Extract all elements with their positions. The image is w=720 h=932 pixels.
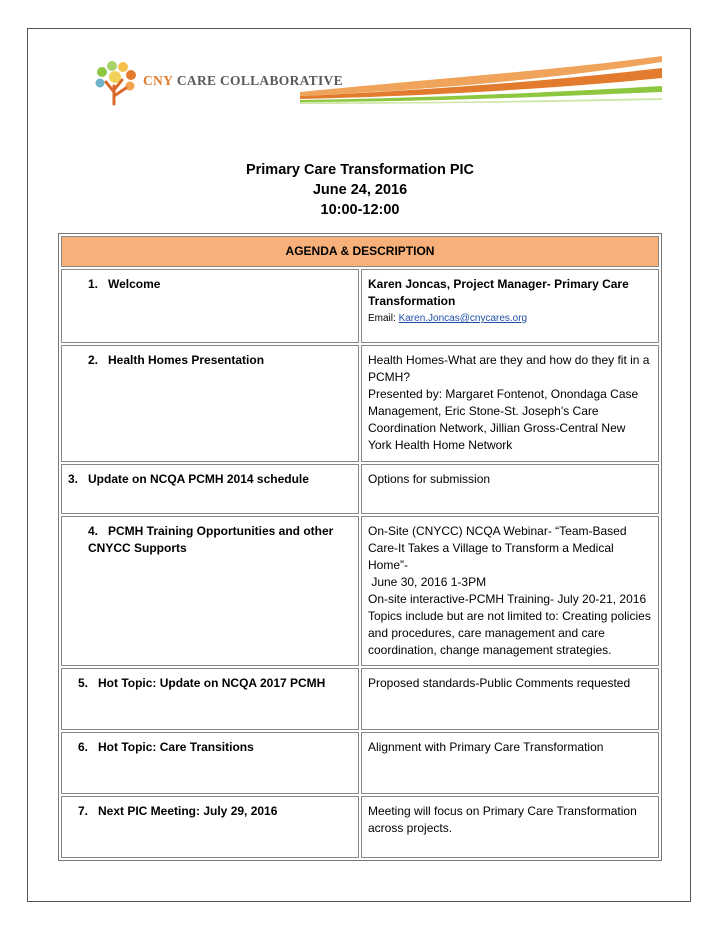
agenda-item xyxy=(61,732,359,794)
description-line: On-site interactive-PCMH Training- July 20-21, 2016 xyxy=(368,592,647,606)
table-row xyxy=(61,796,659,858)
table-row xyxy=(61,668,659,730)
description-line: Proposed standards-Public Comments requested xyxy=(368,676,631,690)
description-line: Presented by: Margaret Fontenot, Onondaga Case Management, Eric Stone-St. Joseph’s Care Coordination Network, Jillian Gross-Central New York Health Home Network xyxy=(368,387,639,452)
item-description xyxy=(361,516,659,666)
table-row xyxy=(61,345,659,462)
presenter-name: Karen Joncas, Project Manager- Primary Care Transformation xyxy=(368,277,629,308)
item-description xyxy=(361,796,659,858)
agenda-item xyxy=(61,345,359,462)
item-title: Health Homes Presentation xyxy=(108,353,265,367)
item-description xyxy=(361,345,659,462)
item-description xyxy=(361,464,659,514)
table-row xyxy=(61,732,659,794)
email-link[interactable]: Karen.Joncas@cnycares.org xyxy=(398,313,528,324)
item-number: 7. xyxy=(78,804,89,818)
item-description xyxy=(361,269,659,343)
description-line: Alignment with Primary Care Transformation xyxy=(368,740,604,754)
email-line xyxy=(368,310,652,327)
meeting-time: 10:00-12:00 xyxy=(320,202,400,218)
table-row xyxy=(61,516,659,666)
table-header: AGENDA & DESCRIPTION xyxy=(61,236,659,267)
item-number: 2. xyxy=(88,353,99,367)
item-description xyxy=(361,668,659,730)
item-title: Welcome xyxy=(108,277,161,291)
description-line: Topics include but are not limited to: Creating policies and procedures, care management and care coordination, change management strategies. xyxy=(368,609,651,657)
item-title: PCMH Training Opportunities and other CNYCC Supports xyxy=(88,524,334,555)
description-line: On-Site (CNYCC) NCQA Webinar- “Team-Based Care-It Takes a Village to Transform a Medical Home”- xyxy=(368,524,627,572)
item-title: Hot Topic: Care Transitions xyxy=(98,740,254,754)
table-row xyxy=(61,269,659,343)
description-line: Health Homes-What are they and how do they fit in a PCMH? xyxy=(368,353,650,384)
table-header-row xyxy=(61,236,659,267)
agenda-item xyxy=(61,796,359,858)
description-line: June 30, 2016 1-3PM xyxy=(368,575,487,589)
description-line: Options for submission xyxy=(368,472,491,486)
agenda-table xyxy=(58,233,662,861)
email-label: Email: xyxy=(368,313,396,324)
item-title: Next PIC Meeting: July 29, 2016 xyxy=(98,804,278,818)
meeting-date: June 24, 2016 xyxy=(312,182,408,198)
agenda-item xyxy=(61,269,359,343)
item-title: Hot Topic: Update on NCQA 2017 PCMH xyxy=(98,676,326,690)
brand-name: CARE COLLABORATIVE xyxy=(176,73,343,88)
description-line: Meeting will focus on Primary Care Transformation across projects. xyxy=(368,804,637,835)
agenda-item xyxy=(61,464,359,514)
item-number: 3. xyxy=(68,472,79,486)
agenda-item xyxy=(61,516,359,666)
brand-logo xyxy=(143,73,343,89)
agenda-item xyxy=(61,668,359,730)
brand-cny: CNY xyxy=(143,73,174,88)
page-title: Primary Care Transformation PIC xyxy=(245,162,475,178)
item-number: 4. xyxy=(88,524,99,538)
table-row xyxy=(61,464,659,514)
item-title: Update on NCQA PCMH 2014 schedule xyxy=(88,472,309,486)
item-description xyxy=(361,732,659,794)
item-number: 6. xyxy=(78,740,89,754)
item-number: 1. xyxy=(88,277,99,291)
tree-logo-icon xyxy=(92,58,138,108)
item-number: 5. xyxy=(78,676,89,690)
